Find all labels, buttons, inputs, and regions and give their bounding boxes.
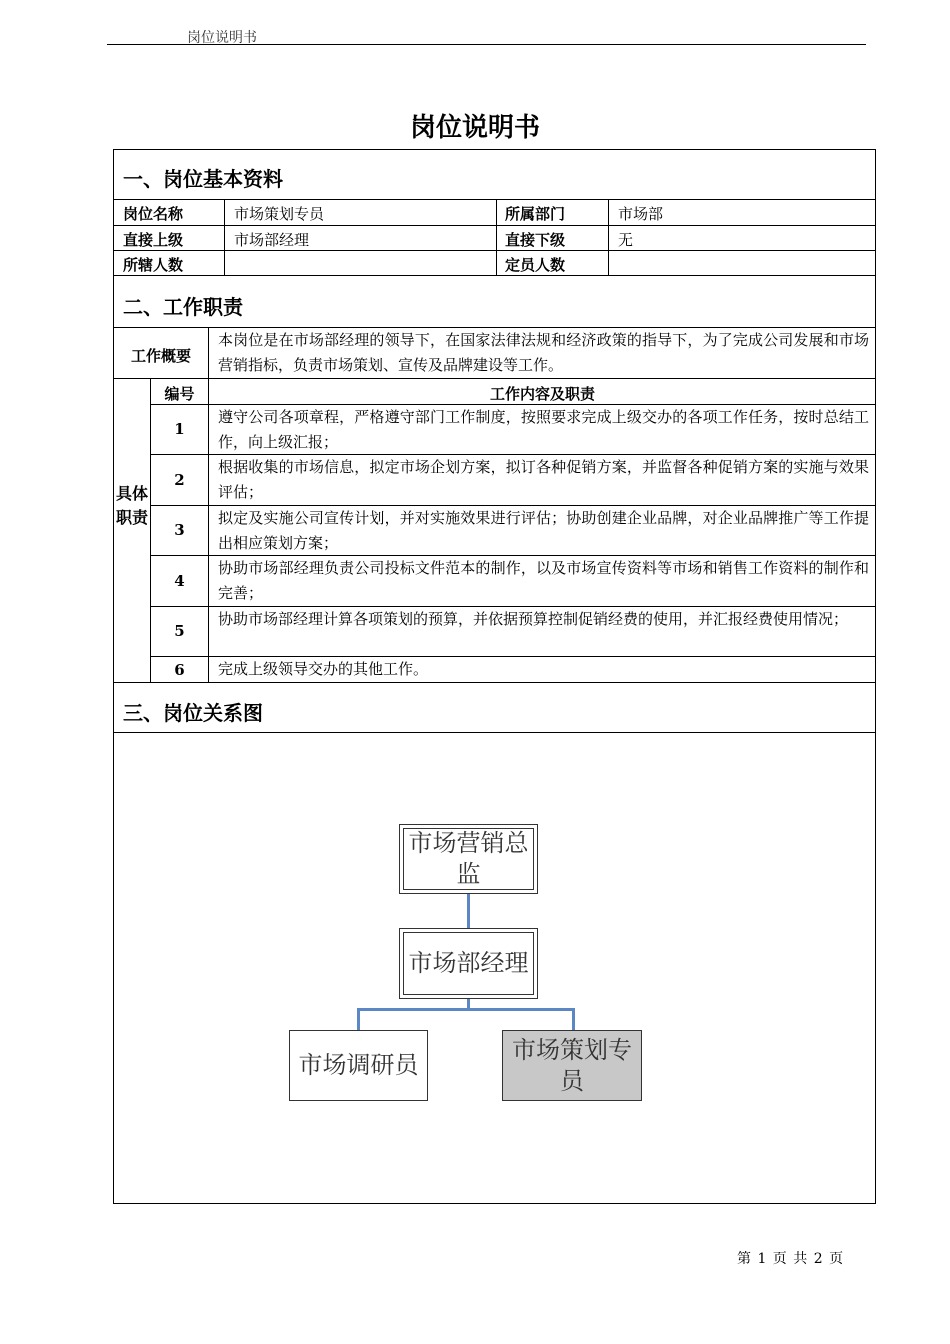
duty-text: 遵守公司各项章程，严格遵守部门工作制度，按照要求完成上级交办的各项工作任务，按时总结工作，向上级汇报； <box>218 408 869 451</box>
org-connector <box>467 893 470 929</box>
duty-text: 拟定及实施公司宣传计划，并对实施效果进行评估；协助创建企业品牌，对企业品牌推广等工作提出相应策划方案； <box>218 509 869 552</box>
label-overview: 工作概要 <box>130 347 191 365</box>
col-number-header: 编号 <box>164 385 195 403</box>
header-rule <box>107 44 866 45</box>
duty-number: 2 <box>174 471 185 489</box>
org-node-planning-specialist: 市场策划专员 <box>502 1030 642 1101</box>
divider <box>208 327 209 378</box>
overview-text: 本岗位是在市场部经理的领导下，在国家法律法规和经济政策的指导下，为了完成公司发展和市场营销指标，负责市场策划、宣传及品牌建设等工作。 <box>218 331 869 374</box>
label-direct-superior: 直接上级 <box>123 231 184 249</box>
document-title: 岗位说明书 <box>409 113 540 143</box>
divider <box>608 199 609 275</box>
org-connector <box>357 1008 575 1011</box>
label-specific-duties: 具体职责 <box>115 484 148 527</box>
duty-number: 5 <box>174 622 185 640</box>
duty-number: 1 <box>174 420 185 438</box>
value-department: 市场部 <box>618 205 664 223</box>
divider <box>113 732 876 733</box>
divider <box>208 378 209 682</box>
col-content-header: 工作内容及职责 <box>489 385 595 403</box>
divider <box>113 682 876 683</box>
duty-number: 4 <box>174 572 185 590</box>
label-department: 所属部门 <box>505 205 566 223</box>
org-connector <box>357 1008 360 1030</box>
org-node-marketing-director: 市场营销总监 <box>399 824 538 894</box>
running-header: 岗位说明书 <box>187 30 257 46</box>
divider <box>113 378 876 379</box>
divider <box>496 199 497 275</box>
org-connector <box>572 1008 575 1030</box>
duty-text: 完成上级领导交办的其他工作。 <box>218 660 429 678</box>
org-node-department-manager: 市场部经理 <box>399 928 538 999</box>
value-direct-subordinate: 无 <box>618 231 634 249</box>
divider <box>113 250 876 251</box>
label-managed-count: 所辖人数 <box>123 256 184 274</box>
divider <box>113 225 876 226</box>
label-direct-subordinate: 直接下级 <box>505 231 566 249</box>
duty-text: 协助市场部经理计算各项策划的预算，并依据预算控制促销经费的使用，并汇报经费使用情况； <box>218 610 849 628</box>
duty-text: 根据收集的市场信息，拟定市场企划方案，拟订各种促销方案，并监督各种促销方案的实施与效果评估； <box>218 458 869 501</box>
label-job-title: 岗位名称 <box>123 205 184 223</box>
divider <box>113 199 876 200</box>
page-number: 第 1 页 共 2 页 <box>737 1251 844 1267</box>
section-relationship-heading: 三、岗位关系图 <box>123 701 263 725</box>
duty-text: 协助市场部经理负责公司投标文件范本的制作，以及市场宣传资料等市场和销售工作资料的制作和完善； <box>218 559 869 602</box>
divider <box>224 199 225 275</box>
value-direct-superior: 市场部经理 <box>234 231 310 249</box>
duty-number: 6 <box>174 661 185 679</box>
duty-number: 3 <box>174 521 185 539</box>
label-headcount: 定员人数 <box>505 256 566 274</box>
org-node-market-researcher: 市场调研员 <box>289 1030 428 1101</box>
section-duties-heading: 二、工作职责 <box>123 295 243 319</box>
divider <box>113 275 876 276</box>
value-job-title: 市场策划专员 <box>234 205 325 223</box>
section-basic-info-heading: 一、岗位基本资料 <box>123 167 283 191</box>
